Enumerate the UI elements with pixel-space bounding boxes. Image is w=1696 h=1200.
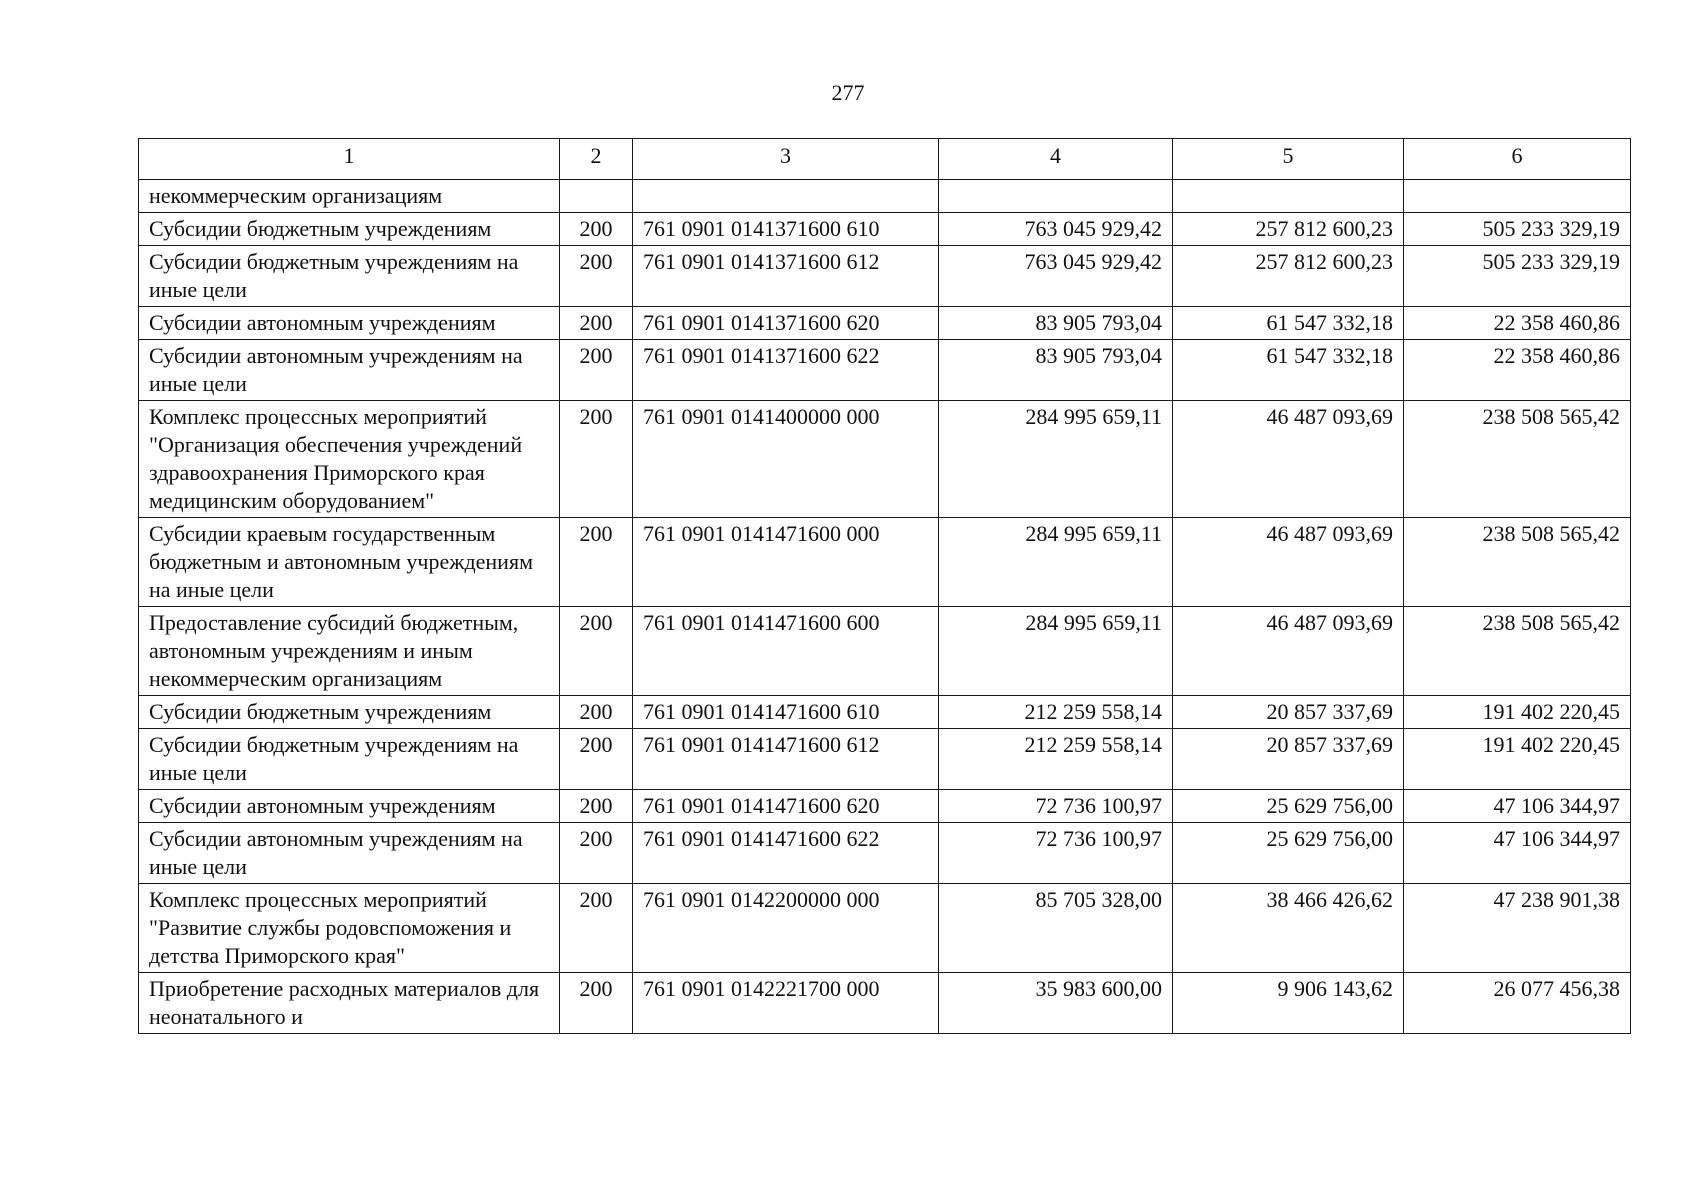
row-code-cell: 761 0901 0141471600 622 bbox=[633, 823, 939, 884]
row-value4-cell: 284 995 659,11 bbox=[939, 518, 1173, 607]
table-row bbox=[139, 340, 1631, 401]
row-value6-cell: 47 106 344,97 bbox=[1404, 823, 1631, 884]
row-code-cell: 761 0901 0141471600 612 bbox=[633, 729, 939, 790]
row-code-cell: 761 0901 0142221700 000 bbox=[633, 973, 939, 1034]
row-value6-cell: 47 238 901,38 bbox=[1404, 884, 1631, 973]
table-row bbox=[139, 401, 1631, 518]
row-code-cell: 761 0901 0141471600 600 bbox=[633, 607, 939, 696]
row-value5-cell: 25 629 756,00 bbox=[1173, 823, 1404, 884]
column-header: 3 bbox=[633, 139, 939, 180]
row-code-cell: 761 0901 0141371600 622 bbox=[633, 340, 939, 401]
table-body bbox=[139, 180, 1631, 1034]
table-row bbox=[139, 213, 1631, 246]
row-column2-cell: 200 bbox=[560, 213, 633, 246]
row-value4-cell: 85 705 328,00 bbox=[939, 884, 1173, 973]
row-column2-cell: 200 bbox=[560, 823, 633, 884]
row-name-cell: Комплекс процессных мероприятий "Организация обеспечения учреждений здравоохранения Приморского края медицинским оборудованием" bbox=[139, 401, 560, 518]
row-column2-cell: 200 bbox=[560, 884, 633, 973]
row-name-cell: Приобретение расходных материалов для неонатального и bbox=[139, 973, 560, 1034]
table-row bbox=[139, 518, 1631, 607]
row-column2-cell: 200 bbox=[560, 340, 633, 401]
row-value6-cell: 505 233 329,19 bbox=[1404, 246, 1631, 307]
table-row bbox=[139, 729, 1631, 790]
row-value5-cell: 257 812 600,23 bbox=[1173, 246, 1404, 307]
row-code-cell: 761 0901 0141471600 610 bbox=[633, 696, 939, 729]
row-value5-cell: 25 629 756,00 bbox=[1173, 790, 1404, 823]
row-value5-cell bbox=[1173, 180, 1404, 213]
row-code-cell: 761 0901 0141371600 610 bbox=[633, 213, 939, 246]
row-value5-cell: 61 547 332,18 bbox=[1173, 340, 1404, 401]
row-value6-cell: 505 233 329,19 bbox=[1404, 213, 1631, 246]
row-value4-cell: 763 045 929,42 bbox=[939, 246, 1173, 307]
row-value4-cell: 72 736 100,97 bbox=[939, 790, 1173, 823]
row-value4-cell: 83 905 793,04 bbox=[939, 340, 1173, 401]
row-column2-cell: 200 bbox=[560, 607, 633, 696]
row-value5-cell: 46 487 093,69 bbox=[1173, 401, 1404, 518]
row-value6-cell: 191 402 220,45 bbox=[1404, 729, 1631, 790]
column-header: 5 bbox=[1173, 139, 1404, 180]
column-header: 4 bbox=[939, 139, 1173, 180]
row-value4-cell: 212 259 558,14 bbox=[939, 696, 1173, 729]
row-name-cell: некоммерческим организациям bbox=[139, 180, 560, 213]
table-row bbox=[139, 884, 1631, 973]
row-code-cell: 761 0901 0141471600 000 bbox=[633, 518, 939, 607]
row-column2-cell: 200 bbox=[560, 518, 633, 607]
row-code-cell: 761 0901 0141371600 612 bbox=[633, 246, 939, 307]
row-name-cell: Субсидии бюджетным учреждениям bbox=[139, 213, 560, 246]
row-name-cell: Субсидии автономным учреждениям на иные цели bbox=[139, 340, 560, 401]
row-name-cell: Предоставление субсидий бюджетным, автономным учреждениям и иным некоммерческим организациям bbox=[139, 607, 560, 696]
row-name-cell: Субсидии автономным учреждениям bbox=[139, 307, 560, 340]
row-code-cell: 761 0901 0141471600 620 bbox=[633, 790, 939, 823]
row-code-cell: 761 0901 0141400000 000 bbox=[633, 401, 939, 518]
row-column2-cell: 200 bbox=[560, 973, 633, 1034]
row-name-cell: Субсидии автономным учреждениям bbox=[139, 790, 560, 823]
row-value4-cell: 284 995 659,11 bbox=[939, 607, 1173, 696]
table-row bbox=[139, 180, 1631, 213]
row-value4-cell: 763 045 929,42 bbox=[939, 213, 1173, 246]
row-code-cell: 761 0901 0142200000 000 bbox=[633, 884, 939, 973]
row-value4-cell: 83 905 793,04 bbox=[939, 307, 1173, 340]
row-name-cell: Субсидии бюджетным учреждениям bbox=[139, 696, 560, 729]
row-column2-cell bbox=[560, 180, 633, 213]
table-row bbox=[139, 607, 1631, 696]
row-value6-cell: 26 077 456,38 bbox=[1404, 973, 1631, 1034]
row-name-cell: Субсидии бюджетным учреждениям на иные цели bbox=[139, 246, 560, 307]
column-header: 2 bbox=[560, 139, 633, 180]
budget-table bbox=[138, 138, 1631, 1034]
row-column2-cell: 200 bbox=[560, 696, 633, 729]
table-row bbox=[139, 307, 1631, 340]
table-row bbox=[139, 696, 1631, 729]
row-code-cell: 761 0901 0141371600 620 bbox=[633, 307, 939, 340]
column-header: 6 bbox=[1404, 139, 1631, 180]
row-value5-cell: 61 547 332,18 bbox=[1173, 307, 1404, 340]
row-value4-cell: 72 736 100,97 bbox=[939, 823, 1173, 884]
row-column2-cell: 200 bbox=[560, 790, 633, 823]
row-value5-cell: 46 487 093,69 bbox=[1173, 607, 1404, 696]
row-value6-cell: 238 508 565,42 bbox=[1404, 518, 1631, 607]
row-value5-cell: 20 857 337,69 bbox=[1173, 729, 1404, 790]
table-row bbox=[139, 246, 1631, 307]
table-row bbox=[139, 790, 1631, 823]
row-name-cell: Субсидии автономным учреждениям на иные цели bbox=[139, 823, 560, 884]
row-value5-cell: 20 857 337,69 bbox=[1173, 696, 1404, 729]
row-value6-cell bbox=[1404, 180, 1631, 213]
row-value4-cell: 284 995 659,11 bbox=[939, 401, 1173, 518]
row-value4-cell: 35 983 600,00 bbox=[939, 973, 1173, 1034]
row-column2-cell: 200 bbox=[560, 307, 633, 340]
row-value4-cell: 212 259 558,14 bbox=[939, 729, 1173, 790]
row-value4-cell bbox=[939, 180, 1173, 213]
row-value6-cell: 238 508 565,42 bbox=[1404, 401, 1631, 518]
row-column2-cell: 200 bbox=[560, 729, 633, 790]
row-value5-cell: 257 812 600,23 bbox=[1173, 213, 1404, 246]
row-value6-cell: 238 508 565,42 bbox=[1404, 607, 1631, 696]
table-row bbox=[139, 823, 1631, 884]
row-code-cell bbox=[633, 180, 939, 213]
row-value6-cell: 191 402 220,45 bbox=[1404, 696, 1631, 729]
row-name-cell: Субсидии краевым государственным бюджетным и автономным учреждениям на иные цели bbox=[139, 518, 560, 607]
table-header-row bbox=[139, 139, 1631, 180]
row-value6-cell: 22 358 460,86 bbox=[1404, 340, 1631, 401]
row-value5-cell: 46 487 093,69 bbox=[1173, 518, 1404, 607]
row-name-cell: Субсидии бюджетным учреждениям на иные цели bbox=[139, 729, 560, 790]
row-column2-cell: 200 bbox=[560, 401, 633, 518]
column-header: 1 bbox=[139, 139, 560, 180]
page-number: 277 bbox=[831, 80, 865, 105]
table-row bbox=[139, 973, 1631, 1034]
row-name-cell: Комплекс процессных мероприятий "Развитие службы родовспоможения и детства Приморского края" bbox=[139, 884, 560, 973]
row-column2-cell: 200 bbox=[560, 246, 633, 307]
row-value6-cell: 47 106 344,97 bbox=[1404, 790, 1631, 823]
row-value5-cell: 9 906 143,62 bbox=[1173, 973, 1404, 1034]
row-value6-cell: 22 358 460,86 bbox=[1404, 307, 1631, 340]
row-value5-cell: 38 466 426,62 bbox=[1173, 884, 1404, 973]
